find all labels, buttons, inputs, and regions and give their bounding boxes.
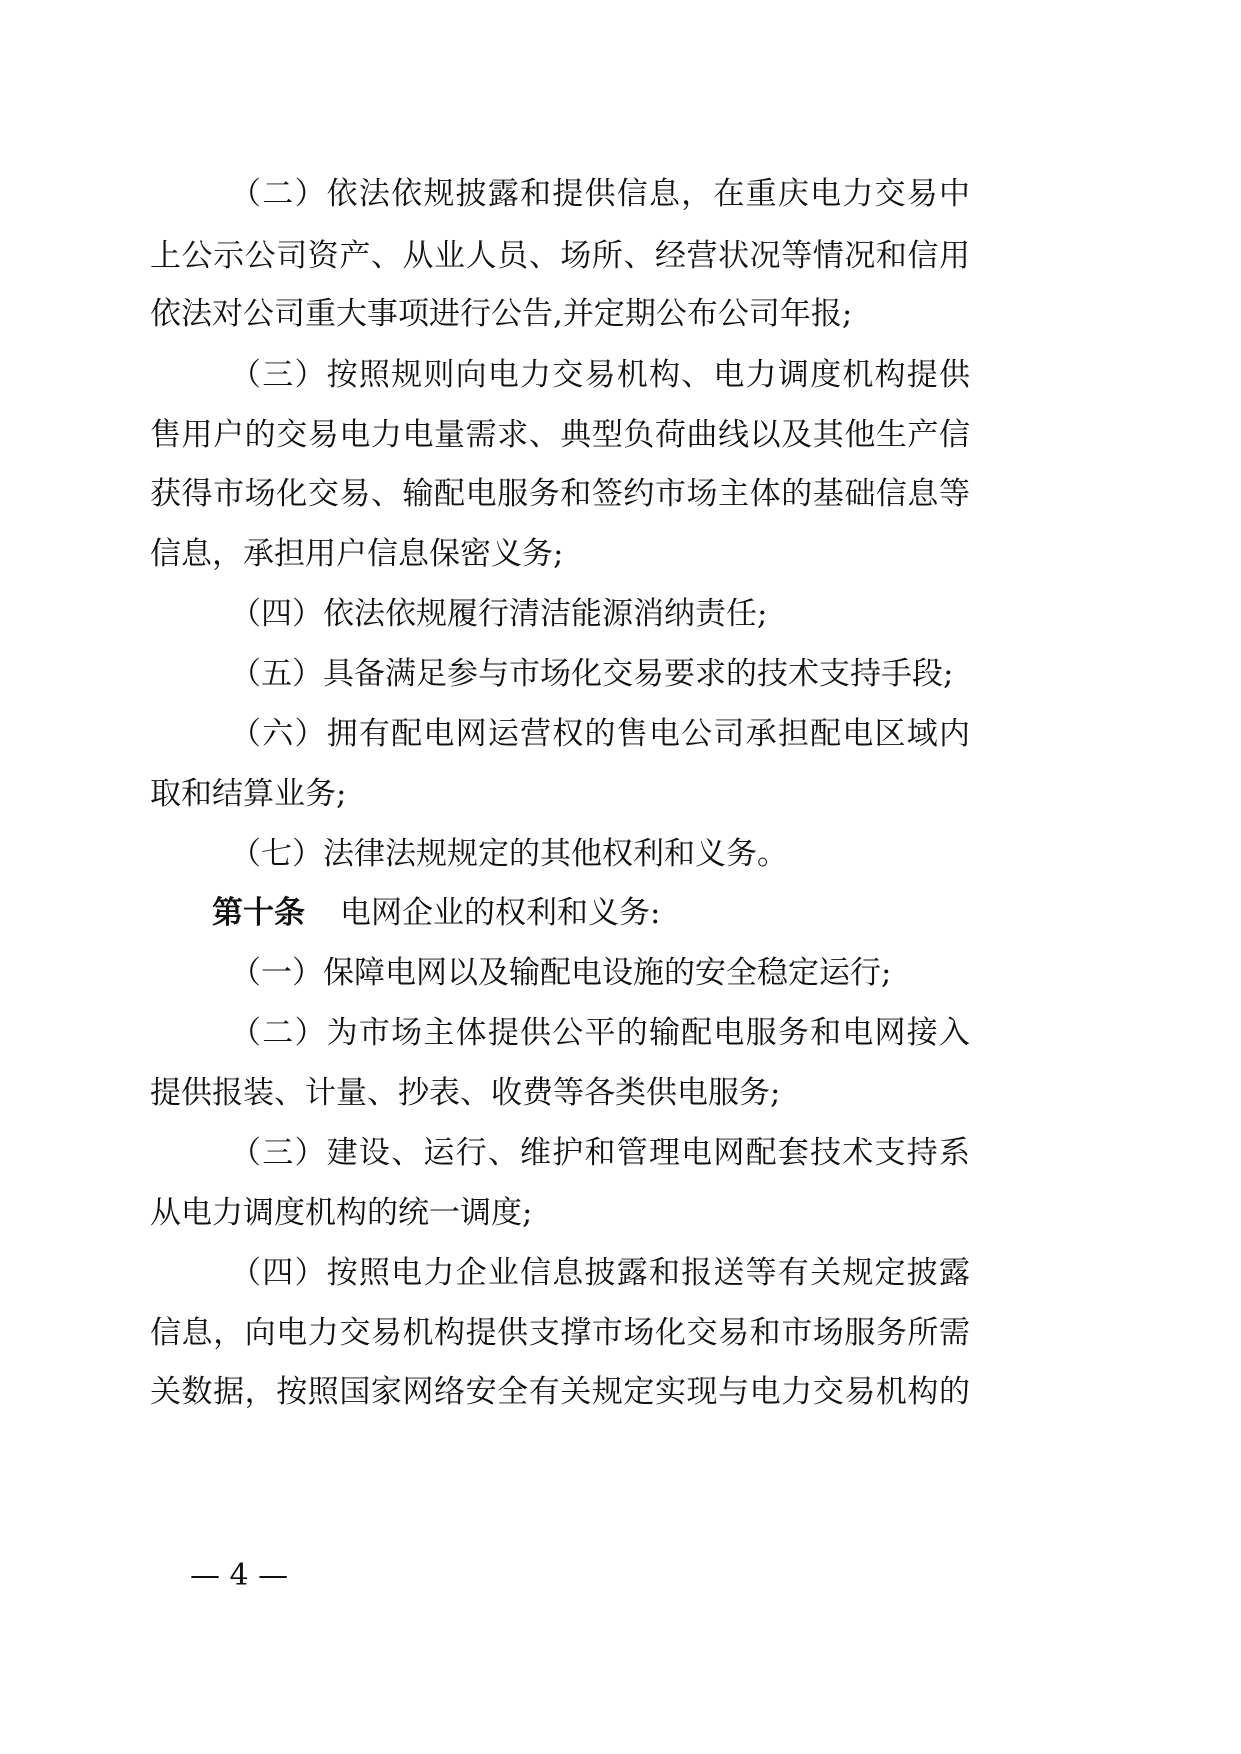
article-heading: 第十条: [212, 895, 305, 931]
paragraph-line: （七）法律法规规定的其他权利和义务。: [230, 836, 788, 872]
paragraph-line: （五）具备满足参与市场化交易要求的技术支持手段;: [230, 656, 954, 692]
paragraph-line: 上公示公司资产、从业人员、场所、经营状况等情况和信用: [150, 238, 970, 274]
paragraph-line: 售用户的交易电力电量需求、典型负荷曲线以及其他生产信: [150, 417, 970, 453]
paragraph-line: （二）为市场主体提供公平的输配电服务和电网接入: [230, 1015, 970, 1051]
paragraph-line: 关数据，按照国家网络安全有关规定实现与电力交易机构的: [150, 1374, 970, 1410]
paragraph-line: （六）拥有配电网运营权的售电公司承担配电区域内: [230, 716, 970, 752]
paragraph-line: （四）依法依规履行清洁能源消纳责任;: [230, 596, 768, 632]
paragraph-line: （二）依法依规披露和提供信息，在重庆电力交易中: [230, 176, 970, 212]
paragraph-line: （一）保障电网以及输配电设施的安全稳定运行;: [230, 955, 892, 991]
paragraph-line: 提供报装、计量、抄表、收费等各类供电服务;: [150, 1075, 781, 1111]
paragraph-line: （三）建设、运行、维护和管理电网配套技术支持系: [230, 1135, 970, 1171]
paragraph-line: （四）按照电力企业信息披露和报送等有关规定披露: [230, 1255, 970, 1291]
page-number: — 4 —: [190, 1558, 289, 1593]
paragraph-line: （三）按照规则向电力交易机构、电力调度机构提供: [230, 357, 970, 393]
paragraph-line: 获得市场化交易、输配电服务和签约市场主体的基础信息等: [150, 476, 970, 512]
paragraph-line: 取和结算业务;: [150, 776, 347, 812]
paragraph-line: 依法对公司重大事项进行公告,并定期公布公司年报;: [150, 296, 853, 332]
paragraph-line: 信息，向电力交易机构提供支撑市场化交易和市场服务所需: [150, 1315, 970, 1351]
paragraph-line: 电网企业的权利和义务:: [340, 895, 661, 931]
paragraph-line: 信息，承担用户信息保密义务;: [150, 536, 564, 572]
paragraph-line: 从电力调度机构的统一调度;: [150, 1195, 533, 1231]
